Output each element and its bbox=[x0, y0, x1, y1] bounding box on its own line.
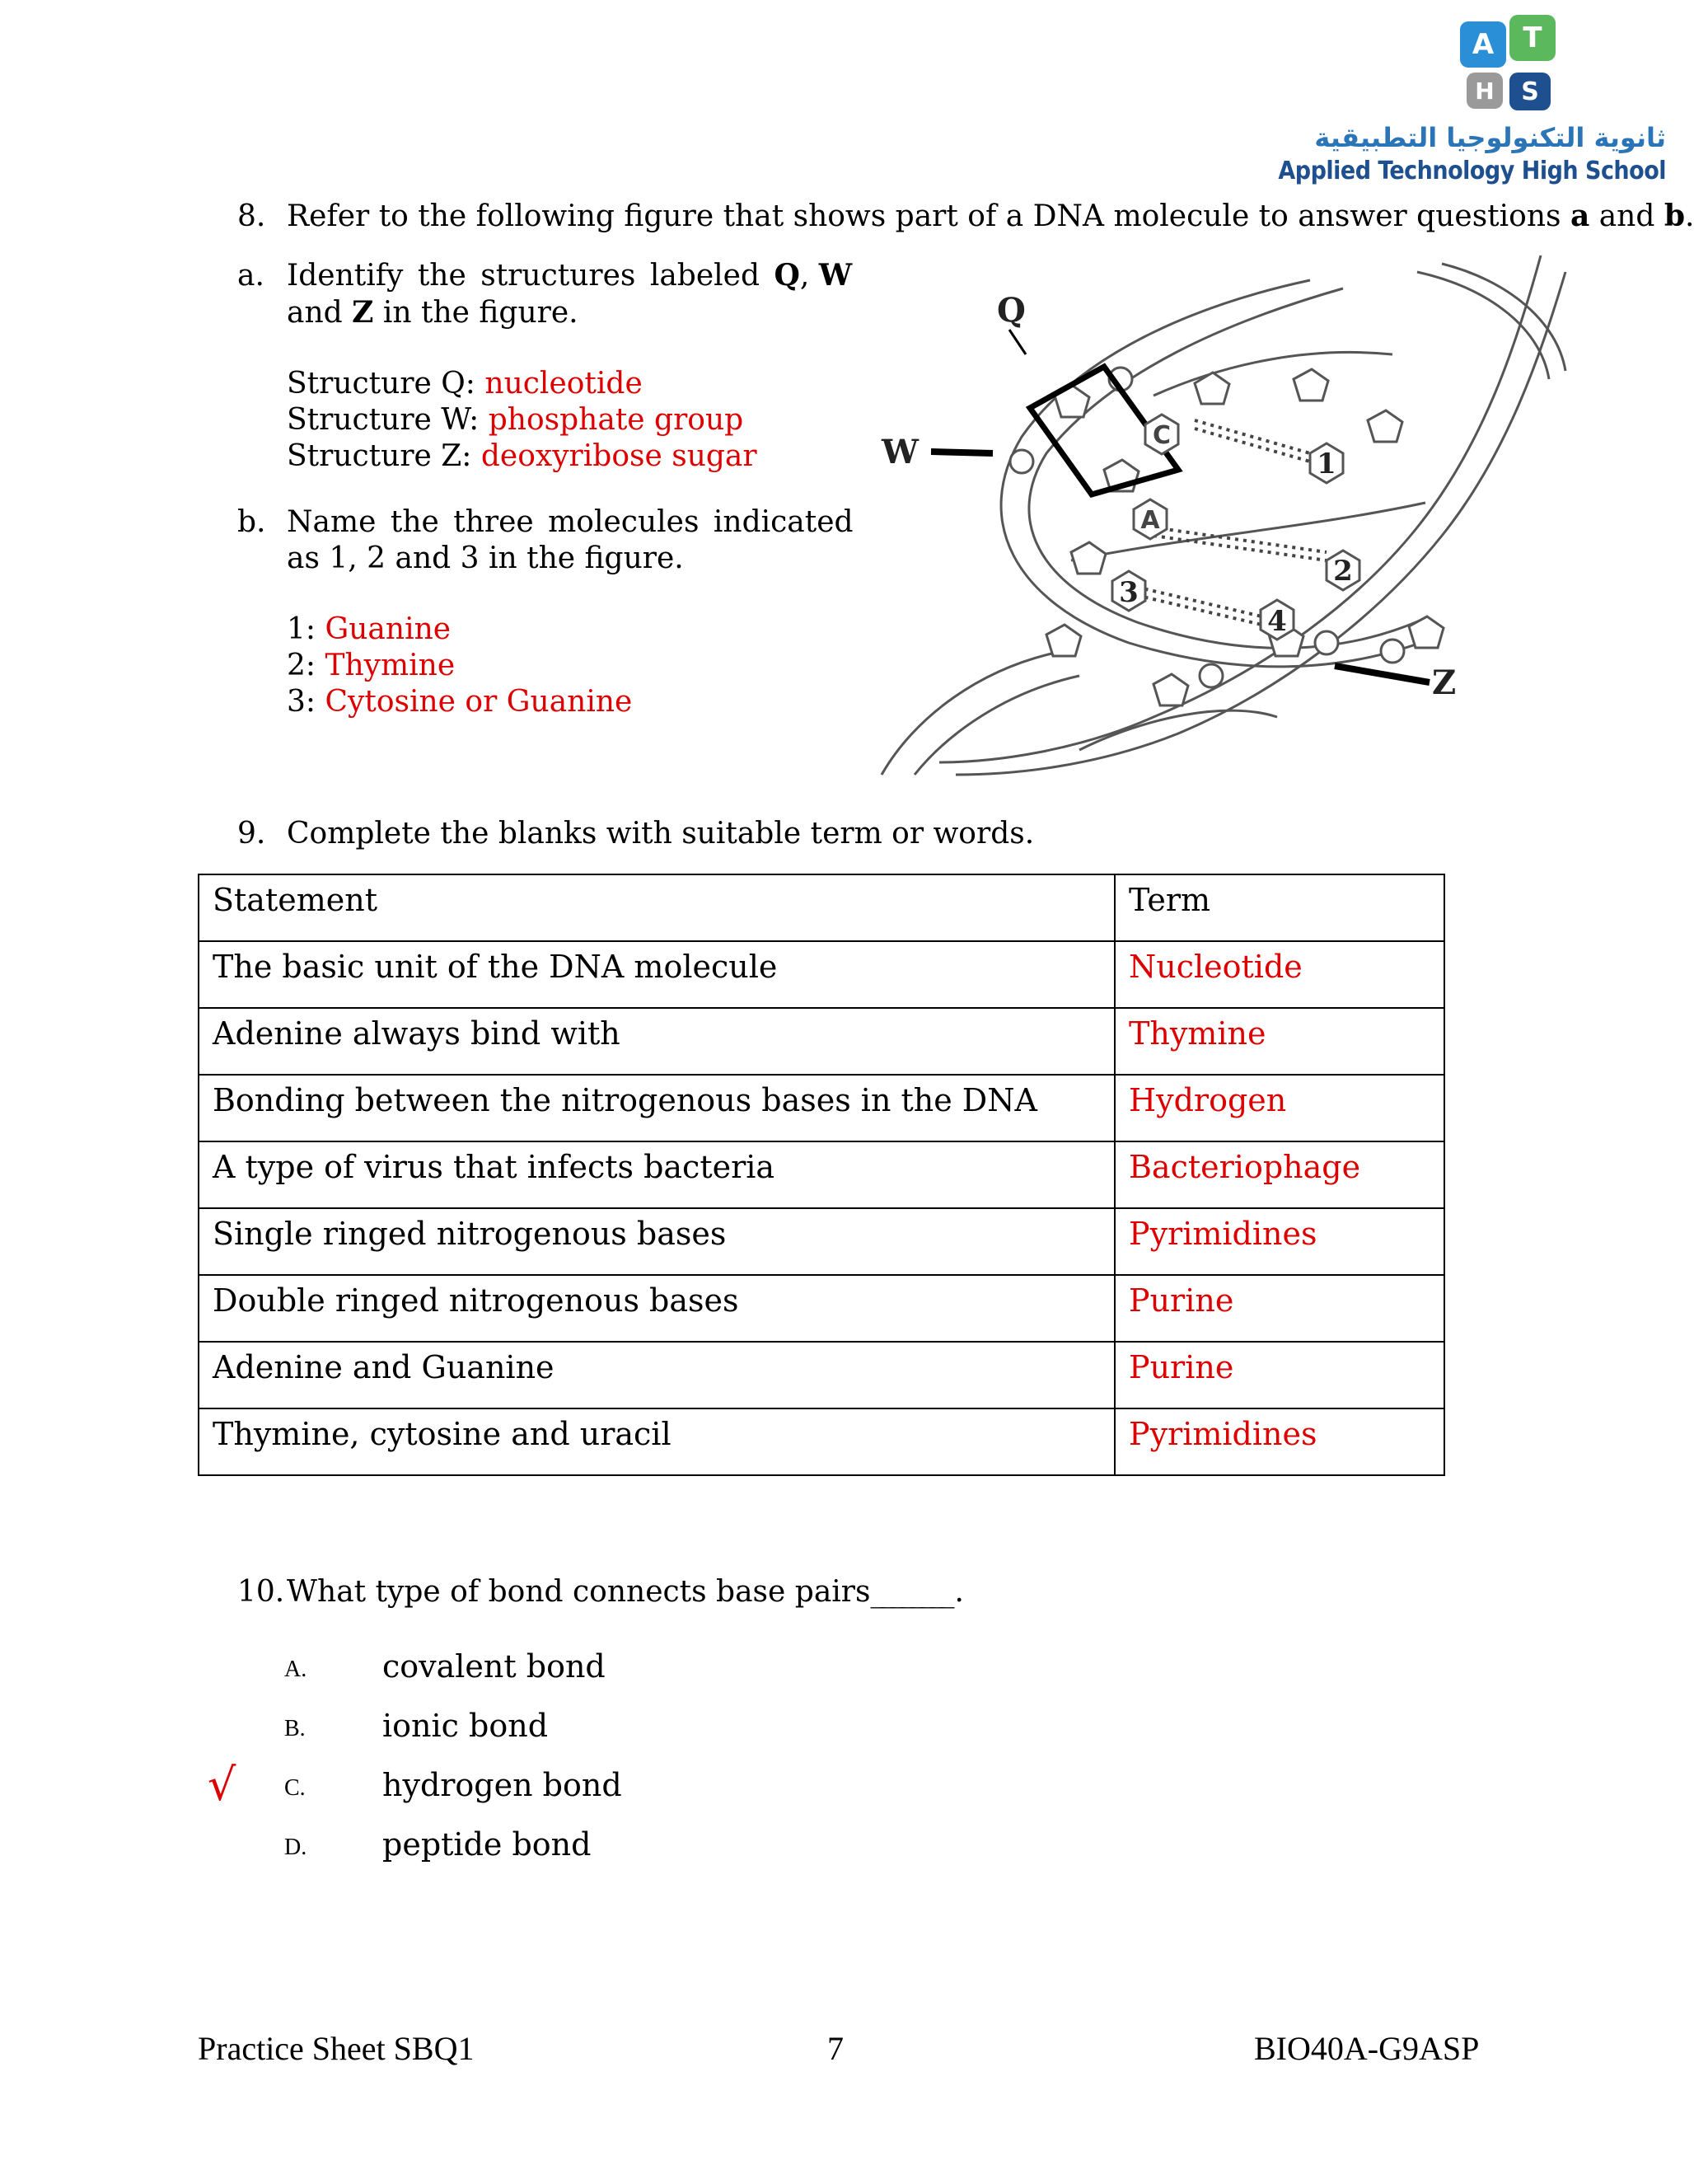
check-mark-icon: √ bbox=[208, 1759, 236, 1811]
table-row bbox=[199, 941, 1444, 1008]
base-number-3: 3 bbox=[1119, 576, 1139, 609]
table-row bbox=[199, 1275, 1444, 1342]
term-cell: Purine bbox=[1115, 1275, 1444, 1342]
term-cell: Hydrogen bbox=[1115, 1075, 1444, 1141]
answer-label: Structure W: bbox=[287, 403, 489, 437]
question-number: 10. bbox=[237, 1575, 285, 1609]
part-b-text-2: as 1, 2 and 3 in the figure. bbox=[287, 541, 684, 575]
part-a-text-3: in the figure. bbox=[373, 296, 578, 330]
answer-q bbox=[237, 366, 781, 402]
answer-value: Cytosine or Guanine bbox=[325, 685, 633, 719]
part-a-text: Identify the structures labeled bbox=[287, 259, 774, 293]
answer-value: deoxyribose sugar bbox=[480, 439, 757, 473]
base-number-4: 4 bbox=[1267, 605, 1287, 638]
answer-label: 3: bbox=[287, 685, 325, 719]
table-row bbox=[199, 1208, 1444, 1275]
base-label-a: A bbox=[1140, 506, 1160, 535]
option-a[interactable]: covalent bond bbox=[382, 1648, 606, 1685]
question-9 bbox=[237, 816, 1034, 852]
term-cell: Pyrimidines bbox=[1115, 1208, 1444, 1275]
label-w: W bbox=[818, 258, 853, 293]
figure-label-w: W bbox=[882, 433, 919, 471]
answer-label: 1: bbox=[287, 612, 325, 646]
figure-label-z: Z bbox=[1432, 663, 1457, 702]
question-10 bbox=[237, 1574, 964, 1610]
w-pointer bbox=[931, 452, 993, 453]
label-z: Z bbox=[352, 295, 374, 330]
question-8a bbox=[237, 257, 853, 475]
logo-tile-h: H bbox=[1467, 73, 1503, 109]
z-pointer bbox=[1335, 666, 1430, 682]
table-row bbox=[199, 1008, 1444, 1075]
logo-tile-a: A bbox=[1460, 21, 1506, 68]
option-letter-b: B. bbox=[284, 1716, 306, 1741]
term-cell: Nucleotide bbox=[1115, 941, 1444, 1008]
figure-label-q: Q bbox=[997, 291, 1026, 330]
part-letter: b. bbox=[237, 505, 266, 539]
terms-table bbox=[198, 874, 1445, 1476]
answer-value: nucleotide bbox=[484, 367, 643, 401]
statement-cell: Adenine always bind with bbox=[199, 1008, 1115, 1075]
answer-w bbox=[237, 402, 781, 438]
option-c[interactable]: hydrogen bond bbox=[382, 1767, 622, 1803]
page-number: 7 bbox=[827, 2030, 844, 2067]
answer-z bbox=[237, 438, 781, 475]
dna-backbone bbox=[882, 255, 1565, 775]
statement-cell: Single ringed nitrogenous bases bbox=[199, 1208, 1115, 1275]
header-statement: Statement bbox=[199, 874, 1115, 941]
table-header-row bbox=[199, 874, 1444, 941]
text-period: . bbox=[1685, 199, 1694, 233]
bold-a: a bbox=[1570, 199, 1590, 233]
school-name-english: Applied Technology High School bbox=[1278, 157, 1666, 185]
school-logo bbox=[1278, 15, 1673, 188]
text-and: and bbox=[1589, 199, 1664, 233]
statement-cell: Bonding between the nitrogenous bases in the DNA bbox=[199, 1075, 1115, 1141]
statement-cell: The basic unit of the DNA molecule bbox=[199, 941, 1115, 1008]
option-b[interactable]: ionic bond bbox=[382, 1708, 549, 1744]
question-10-text: What type of bond connects base pairs bbox=[287, 1575, 871, 1609]
term-cell: Pyrimidines bbox=[1115, 1408, 1444, 1475]
dna-figure bbox=[882, 255, 1565, 783]
base-label-c: C bbox=[1152, 421, 1172, 450]
part-b-text: Name the three molecules indicated bbox=[287, 505, 854, 539]
term-cell: Bacteriophage bbox=[1115, 1141, 1444, 1208]
answer-value: Thymine bbox=[325, 649, 456, 682]
answer-2 bbox=[237, 648, 781, 684]
answer-3 bbox=[237, 684, 781, 720]
footer-left: Practice Sheet SBQ1 bbox=[198, 2030, 475, 2067]
base-number-2: 2 bbox=[1333, 555, 1353, 588]
term-cell: Thymine bbox=[1115, 1008, 1444, 1075]
table-row bbox=[199, 1075, 1444, 1141]
option-letter-a: A. bbox=[284, 1657, 307, 1682]
label-q: Q bbox=[774, 258, 800, 293]
part-a-text-2: and bbox=[287, 296, 353, 330]
part-letter: a. bbox=[237, 259, 264, 293]
question-number: 8. bbox=[237, 199, 266, 233]
answer-label: Structure Q: bbox=[287, 367, 485, 401]
question-number: 9. bbox=[237, 817, 266, 851]
question-8-text: Refer to the following figure that shows part of a DNA molecule to answer questions bbox=[287, 199, 1570, 233]
answer-blank: ________ bbox=[870, 1575, 950, 1609]
logo-tile-t: T bbox=[1509, 15, 1556, 61]
logo-tile-s: S bbox=[1509, 73, 1551, 110]
statement-cell: Thymine, cytosine and uracil bbox=[199, 1408, 1115, 1475]
question-8 bbox=[237, 198, 1694, 235]
answer-1 bbox=[237, 612, 781, 648]
table-row bbox=[199, 1342, 1444, 1408]
term-cell: Purine bbox=[1115, 1342, 1444, 1408]
table-row bbox=[199, 1408, 1444, 1475]
option-letter-c: C. bbox=[284, 1775, 306, 1801]
answer-label: 2: bbox=[287, 649, 325, 682]
base-number-1: 1 bbox=[1317, 448, 1336, 480]
option-letter-d: D. bbox=[284, 1835, 307, 1860]
statement-cell: A type of virus that infects bacteria bbox=[199, 1141, 1115, 1208]
option-d[interactable]: peptide bond bbox=[382, 1826, 592, 1863]
bold-b: b bbox=[1664, 199, 1686, 233]
table-row bbox=[199, 1141, 1444, 1208]
answer-value: Guanine bbox=[325, 612, 452, 646]
answer-value: phosphate group bbox=[488, 403, 744, 437]
question-8b bbox=[237, 504, 854, 720]
question-9-text: Complete the blanks with suitable term or words. bbox=[287, 817, 1035, 851]
text-period: . bbox=[954, 1575, 964, 1609]
statement-cell: Double ringed nitrogenous bases bbox=[199, 1275, 1115, 1342]
answer-label: Structure Z: bbox=[287, 439, 481, 473]
footer-right: BIO40A-G9ASP bbox=[1254, 2030, 1480, 2067]
q-leader bbox=[1009, 330, 1026, 354]
comma: , bbox=[799, 259, 819, 293]
header-term: Term bbox=[1115, 874, 1444, 941]
school-name-arabic: ثانوية التكنولوجيا التطبيقية bbox=[1314, 122, 1666, 153]
statement-cell: Adenine and Guanine bbox=[199, 1342, 1115, 1408]
